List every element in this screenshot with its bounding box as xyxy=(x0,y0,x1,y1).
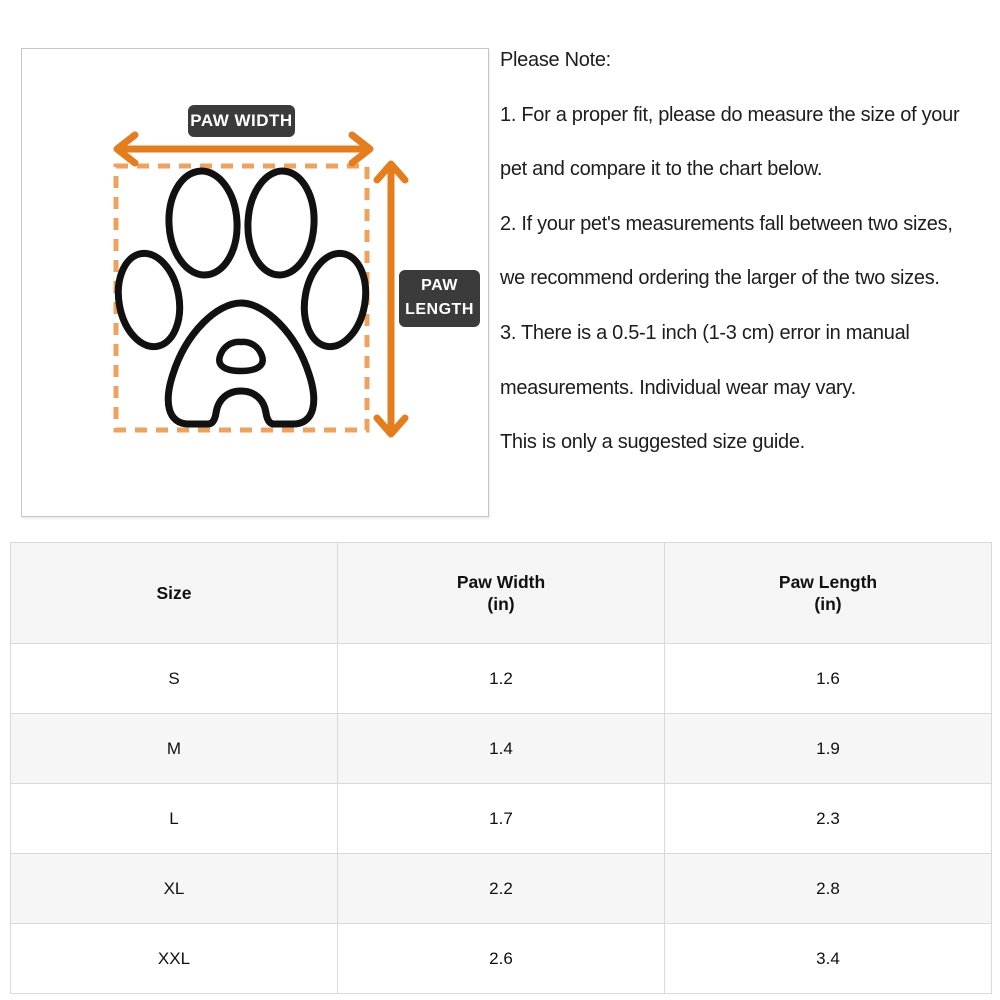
paw-width-label: PAW WIDTH xyxy=(188,105,295,137)
cell-paw-width: 1.7 xyxy=(338,784,665,854)
paw-length-label-line2: LENGTH xyxy=(405,301,474,318)
cell-paw-width: 1.4 xyxy=(338,714,665,784)
cell-paw-length: 2.8 xyxy=(665,854,992,924)
col-header-paw-width xyxy=(338,543,665,644)
header-row xyxy=(11,543,992,644)
paw-length-label-line1: PAW xyxy=(421,277,458,294)
col-header-size-title: Size xyxy=(156,583,192,603)
table-row-xl xyxy=(11,854,992,924)
paw-print-icon xyxy=(111,169,372,424)
col-header-size xyxy=(11,543,338,644)
col-header-paw-width-unit: (in) xyxy=(487,594,515,614)
size-chart-header xyxy=(11,543,992,644)
cell-paw-length: 2.3 xyxy=(665,784,992,854)
notes-section xyxy=(500,33,959,470)
col-header-paw-length-unit: (in) xyxy=(814,594,842,614)
note-line-2: pet and compare it to the chart below. xyxy=(500,158,823,181)
cell-paw-length: 1.9 xyxy=(665,714,992,784)
cell-paw-width: 1.2 xyxy=(338,644,665,714)
table-row-xxl xyxy=(11,924,992,994)
cell-size: S xyxy=(11,644,338,714)
cell-paw-width: 2.6 xyxy=(338,924,665,994)
note-line-7: This is only a suggested size guide. xyxy=(500,431,805,454)
cell-size: XL xyxy=(11,854,338,924)
notes-title: Please Note: xyxy=(500,49,611,71)
paw-length-label xyxy=(399,270,480,327)
size-chart-body xyxy=(11,644,992,994)
cell-size: M xyxy=(11,714,338,784)
cell-paw-length: 1.6 xyxy=(665,644,992,714)
note-line-1: 1. For a proper fit, please do measure the size of your xyxy=(500,103,960,126)
note-line-5: 3. There is a 0.5-1 inch (1-3 cm) error in manual xyxy=(500,321,910,344)
size-chart-table xyxy=(10,542,992,994)
table-row-l xyxy=(11,784,992,854)
col-header-paw-length xyxy=(665,543,992,644)
note-line-6: measurements. Individual wear may vary. xyxy=(500,376,856,399)
cell-size: XXL xyxy=(11,924,338,994)
col-header-paw-length-title: Paw Length xyxy=(778,572,878,592)
paw-width-arrow xyxy=(117,135,370,163)
cell-size: L xyxy=(11,784,338,854)
note-line-4: we recommend ordering the larger of the two sizes. xyxy=(500,267,940,290)
cell-paw-length: 3.4 xyxy=(665,924,992,994)
table-row-s xyxy=(11,644,992,714)
paw-measurement-diagram xyxy=(21,48,489,517)
col-header-paw-width-title: Paw Width xyxy=(456,572,546,592)
note-line-3: 2. If your pet's measurements fall between two sizes, xyxy=(500,212,953,235)
table-row-m xyxy=(11,714,992,784)
cell-paw-width: 2.2 xyxy=(338,854,665,924)
